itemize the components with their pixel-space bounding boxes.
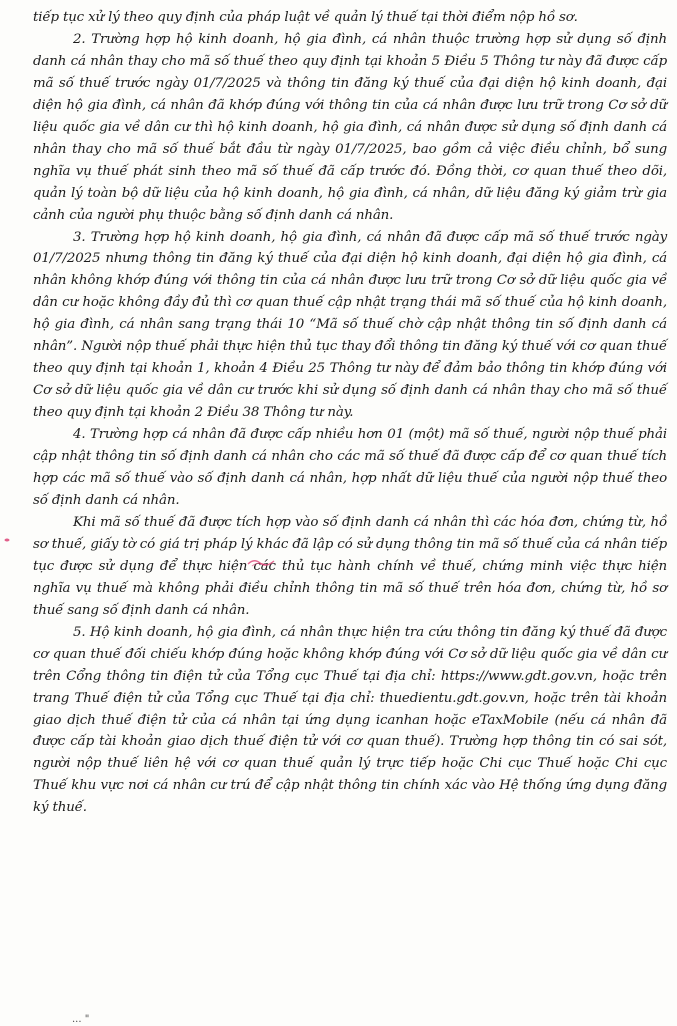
- document-body: [33, 7, 667, 819]
- paragraph-clause-3: 3. Trường hợp hộ kinh doanh, hộ gia đình, cá nhân đã được cấp mã số thuế trước ngày 01/7/2025 nhưng thông tin đăng ký thuế của đại diện hộ kinh doanh, đại diện hộ gia đình, cá nhân không khớp đúng với thông tin của cá nhân được lưu trữ trong Cơ sở dữ liệu quốc gia về dân cư hoặc không đầy đủ thì cơ quan thuế cập nhật trạng thái mã số thuế của hộ kinh doanh, hộ gia đình, cá nhân sang trạng thái 10 “Mã số thuế chờ cập nhật thông tin số định danh cá nhân”. Người nộp thuế phải thực hiện thủ tục thay đổi thông tin đăng ký thuế với cơ quan thuế theo quy định tại khoản 1, khoản 4 Điều 25 Thông tư này để đảm bảo thông tin khớp đúng với Cơ sở dữ liệu quốc gia về dân cư trước khi sử dụng số định danh cá nhân thay cho mã số thuế theo quy định tại khoản 2 Điều 38 Thông tư này.: [33, 229, 667, 421]
- paragraph-clause-4-detail: Khi mã số thuế đã được tích hợp vào số định danh cá nhân thì các hóa đơn, chứng từ, hồ sơ thuế, giấy tờ có giá trị pháp lý khác đã lập có sử dụng thông tin mã số thuế của cá nhân tiếp tục được sử dụng để thực hiện các thủ tục hành chính về thuế, chứng minh việc thực hiện nghĩa vụ thuế mà không phải điều chỉnh thông tin mã số thuế trên hóa đơn, chứng từ, hồ sơ thuế sang số định danh cá nhân.: [33, 514, 667, 618]
- paragraph-clause-5: 5. Hộ kinh doanh, hộ gia đình, cá nhân thực hiện tra cứu thông tin đăng ký thuế đã được cơ quan thuế đối chiếu khớp đúng hoặc không khớp đúng với Cơ sở dữ liệu quốc gia về dân cư trên Cổng thông tin điện tử của Tổng cục Thuế tại địa chỉ: https://www.gdt.gov.vn, hoặc trên trang Thuế điện tử của Tổng cục Thuế tại địa chỉ: thuedientu.gdt.gov.vn, hoặc trên tài khoản giao dịch thuế điện tử của cá nhân tại ứng dụng icanhan hoặc eTaxMobile (nếu cá nhân đã được cấp tài khoản giao dịch thuế điện tử với cơ quan thuế). Trường hợp thông tin có sai sót, người nộp thuế liên hệ với cơ quan thuế quản lý trực tiếp hoặc Chi cục Thuế hoặc Chi cục Thuế khu vực nơi cá nhân cư trú để cập nhật thông tin chính xác vào Hệ thống ứng dụng đăng ký thuế.: [33, 624, 667, 816]
- footer-mark: ... ": [72, 1014, 90, 1025]
- red-edge-dot: [4, 538, 10, 542]
- paragraph-clause-4: 4. Trường hợp cá nhân đã được cấp nhiều hơn 01 (một) mã số thuế, người nộp thuế phải cập nhật thông tin số định danh cá nhân cho các mã số thuế đã được cấp để cơ quan thuế tích hợp các mã số thuế vào số định danh cá nhân, hợp nhất dữ liệu thuế của người nộp thuế theo số định danh cá nhân.: [33, 427, 667, 508]
- paragraph-clause-2: 2. Trường hợp hộ kinh doanh, hộ gia đình, cá nhân thuộc trường hợp sử dụng số định danh cá nhân thay cho mã số thuế theo quy định tại khoản 5 Điều 5 Thông tư này đã được cấp mã số thuế trước ngày 01/7/2025 và thông tin đăng ký thuế của đại diện hộ kinh doanh, đại diện hộ gia đình, cá nhân đã khớp đúng với thông tin của cá nhân được lưu trữ trong Cơ sở dữ liệu quốc gia về dân cư thì hộ kinh doanh, hộ gia đình, cá nhân được sử dụng số định danh cá nhân thay cho mã số thuế bắt đầu từ ngày 01/7/2025, bao gồm cả việc điều chỉnh, bổ sung nghĩa vụ thuế phát sinh theo mã số thuế đã cấp trước đó. Đồng thời, cơ quan thuế theo dõi, quản lý toàn bộ dữ liệu của hộ kinh doanh, hộ gia đình, cá nhân, dữ liệu đăng ký giảm trừ gia cảnh của người phụ thuộc bằng số định danh cá nhân.: [33, 31, 667, 223]
- paragraph-continuation: tiếp tục xử lý theo quy định của pháp luật về quản lý thuế tại thời điểm nộp hồ sơ.: [33, 10, 578, 25]
